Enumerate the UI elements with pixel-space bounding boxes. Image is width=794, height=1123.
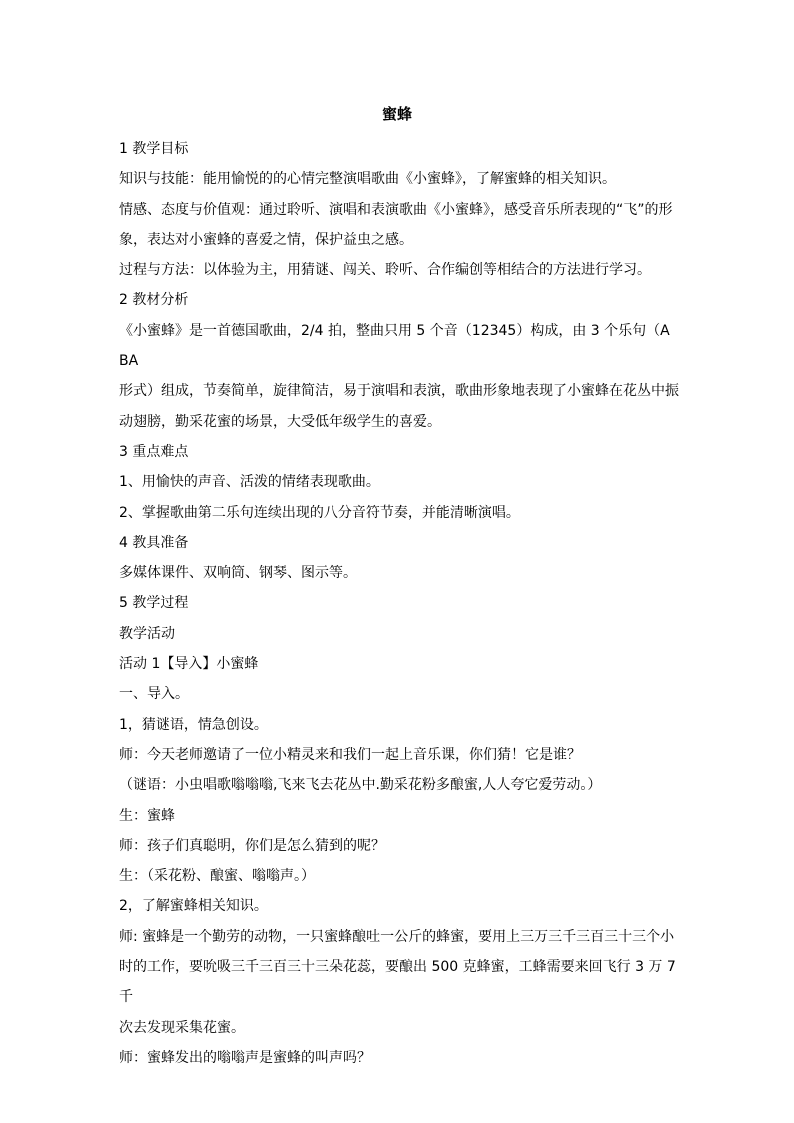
paragraph-line: 1，猜谜语，情急创设。 (119, 716, 268, 733)
paragraph-line: 《小蜜蜂》是一首德国歌曲，2/4 拍，整曲只用 5 个音（12345）构成，由 3 个乐句（ABA (119, 322, 670, 370)
section-heading-key-points: 3 重点难点 (119, 443, 189, 460)
paragraph-line: 知识与技能：能用愉悦的的心情完整演唱歌曲《小蜜蜂》，了解蜜蜂的相关知识。 (119, 171, 616, 188)
paragraph-line: 多媒体课件、双响筒、钢琴、图示等。 (119, 565, 357, 582)
section-heading-material-analysis: 2 教材分析 (119, 292, 189, 309)
paragraph-line: 师: 蜜蜂是一个勤劳的动物，一只蜜蜂酿吐一公斤的蜂蜜，要用上三万三千三百三十三个小 (119, 928, 675, 945)
paragraph-line: 动翅膀，勤采花蜜的场景，大受低年级学生的喜爱。 (119, 413, 441, 430)
paragraph-line: 教学活动 (119, 625, 175, 642)
paragraph-line: 生：（采花粉、酿蜜、嗡嗡声。） (119, 868, 315, 885)
paragraph-line: 次去发现采集花蜜。 (119, 1019, 245, 1036)
section-heading-materials: 4 教具准备 (119, 534, 189, 551)
paragraph-line: 活动 1【导入】小蜜蜂 (119, 656, 259, 673)
paragraph-line: （谜语：小虫唱歌嗡嗡嗡,飞来飞去花丛中.勤采花粉多酿蜜,人人夸它爱劳动。） (119, 777, 602, 794)
paragraph-line: 生：蜜蜂 (119, 807, 175, 824)
paragraph-line: 师：蜜蜂发出的嗡嗡声是蜜蜂的叫声吗？ (119, 1049, 371, 1066)
paragraph-line: 一、导入。 (119, 686, 189, 703)
paragraph-line: 过程与方法：以体验为主，用猜谜、闯关、聆听、合作编创等相结合的方法进行学习。 (119, 262, 651, 279)
section-heading-process: 5 教学过程 (119, 595, 189, 612)
paragraph-line: 情感、态度与价值观：通过聆听、演唱和表演歌曲《小蜜蜂》，感受音乐所表现的“飞”的形 (119, 201, 673, 218)
document-body (119, 134, 679, 1073)
paragraph-line: 形式）组成，节奏简单，旋律简洁，易于演唱和表演，歌曲形象地表现了小蜜蜂在花丛中振 (119, 383, 679, 400)
paragraph-line: 1、用愉快的声音、活泼的情绪表现歌曲。 (119, 474, 380, 491)
paragraph-line: 师：今天老师邀请了一位小精灵来和我们一起上音乐课，你们猜！它是谁？ (119, 746, 581, 763)
paragraph-line: 师：孩子们真聪明，你们是怎么猜到的呢？ (119, 837, 385, 854)
paragraph-line: 2、掌握歌曲第二乐句连续出现的八分音符节奏，并能清晰演唱。 (119, 504, 520, 521)
paragraph-line: 2，了解蜜蜂相关知识。 (119, 898, 268, 915)
paragraph-line: 时的工作，要吮吸三千三百三十三朵花蕊，要酿出 500 克蜂蜜，工蜂需要来回飞行 3 万 7 千 (119, 959, 676, 1006)
paragraph-line: 象，表达对小蜜蜂的喜爱之情，保护益虫之感。 (119, 231, 413, 248)
document-title: 蜜蜂 (381, 105, 412, 123)
section-heading-objectives: 1 教学目标 (119, 141, 189, 157)
